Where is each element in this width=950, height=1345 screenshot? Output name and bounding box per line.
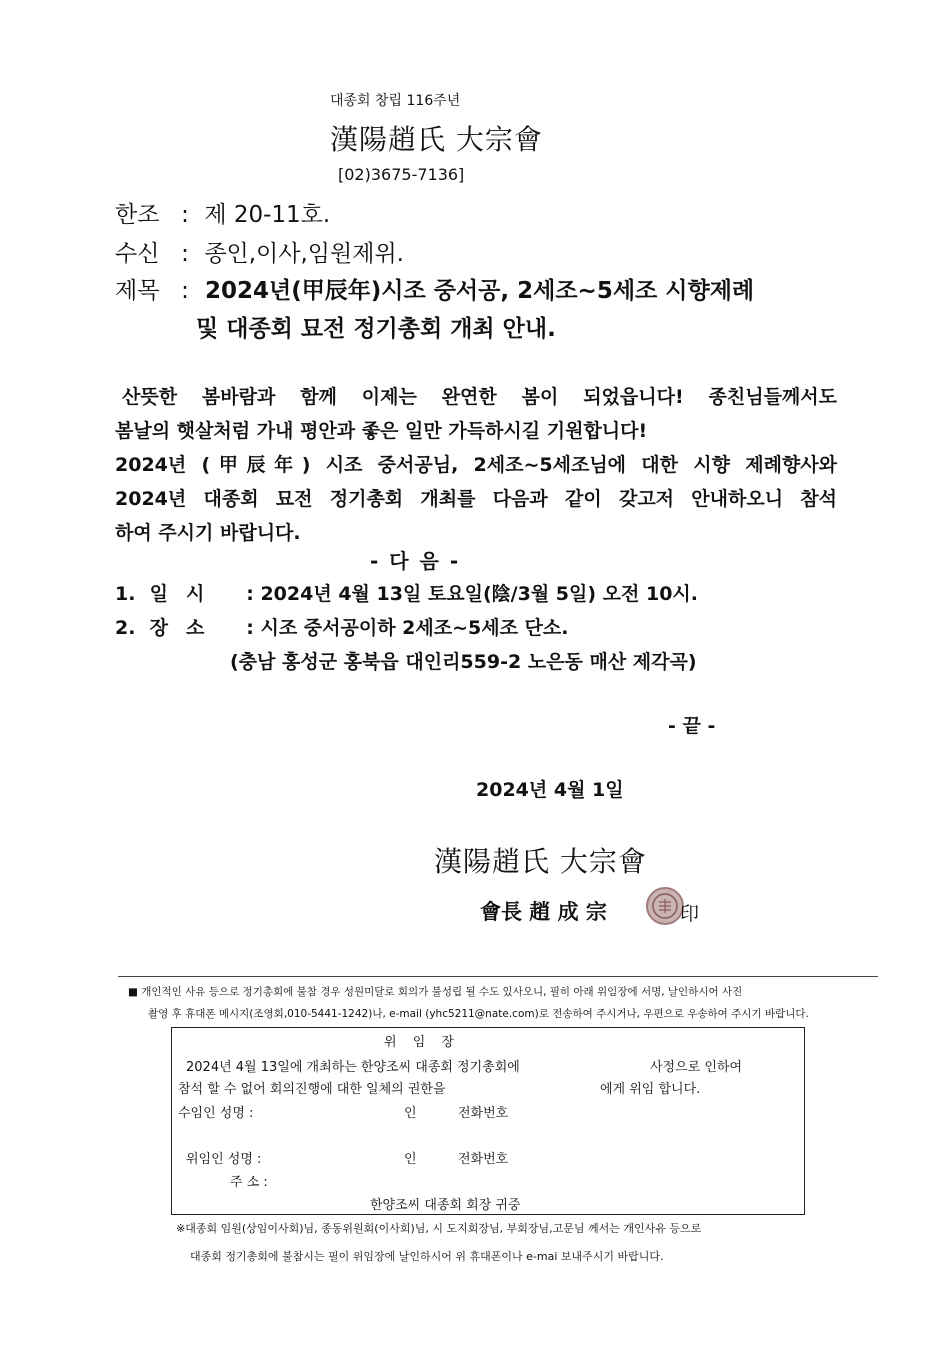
anniversary-text: 대종회 창립 116주년: [330, 93, 461, 109]
subject-row: 제목 : 2024년(甲辰年)시조 중서공, 2세조~5세조 시향제례: [115, 272, 754, 305]
proxy-line-2a: 참석 할 수 없어 회의진행에 대한 일체의 권한을: [178, 1082, 446, 1097]
proxy-line-1a: 2024년 4월 13일에 개최하는 한양조씨 대종회 정기총회에: [186, 1060, 520, 1075]
divider: [118, 976, 878, 977]
grantor-label: 위임인 성명 :: [186, 1152, 262, 1167]
notice-line-1: ■ 개인적인 사유 등으로 정기총회에 불참 경우 성원미달로 회의가 불성립 될 수도 있사오니, 필히 아래 위임장에 서명, 날인하시어 사진: [128, 986, 743, 998]
doc-number-value: 제 20-11호.: [204, 202, 331, 228]
grantee-label: 수임인 성명 :: [178, 1106, 254, 1121]
grantee-phone-label: 전화번호: [458, 1106, 509, 1121]
grantor-phone-label: 전화번호: [458, 1152, 509, 1167]
body-line-2: 봄날의 햇살처럼 가내 평안과 좋은 일만 가득하시길 기원합니다!: [115, 420, 648, 442]
body-line-4: 2024년 대종회 묘전 정기총회 개최를 다음과 같이 갖고저 안내하오니 참석: [115, 488, 837, 510]
grantor-seal-label: 인: [404, 1152, 417, 1167]
address-label: 주 소 :: [230, 1175, 268, 1190]
notice-line-2: 촬영 후 휴대폰 메시지(조영회,010-5441-1242)나, e-mail (yhc5211@nate.com)로 전송하여 주시거나, 우편으로 우송하여 주시기 바랍니다.: [148, 1008, 809, 1020]
proxy-line-1b: 사정으로 인하여: [650, 1060, 743, 1075]
subject-label: 제목: [115, 278, 160, 304]
body-line-5: 하여 주시기 바랍니다.: [115, 522, 301, 544]
item-datetime: 1. 일시 : 2024년 4월 13일 토요일(陰/3월 5일) 오전 10시.: [115, 583, 698, 605]
proxy-addressee: 한양조씨 대종회 회장 귀중: [370, 1198, 521, 1213]
grantee-seal-label: 인: [404, 1106, 417, 1121]
seal-stamp-icon: [646, 887, 684, 925]
recipient-value: 종인,이사,임원제위.: [204, 241, 404, 267]
body-line-3: 2024년 (甲辰年) 시조 중서공님, 2세조~5세조님에 대한 시향 제례향사와: [115, 454, 837, 476]
issue-date: 2024년 4월 1일: [476, 779, 624, 801]
recipient-row: 수신 : 종인,이사,임원제위.: [115, 235, 404, 268]
proxy-title: 위 임 장: [384, 1035, 460, 1050]
doc-number-row: 한조 : 제 20-11호.: [115, 196, 330, 229]
footnote-line-1: ※대종회 임원(상임이사회)님, 종동위원회(이사회)님, 시 도지회장님, 부회장님,고문님 께서는 개인사유 등으로: [176, 1222, 702, 1235]
footnote-line-2: 대종회 정기총회에 불참시는 필이 위임장에 날인하시어 위 휴대폰이나 e-mai 보내주시기 바랍니다.: [190, 1250, 664, 1263]
seal-char: 印: [680, 903, 700, 925]
phone-number: [02)3675-7136]: [338, 165, 465, 184]
next-heading: - 다 음 -: [370, 549, 461, 573]
proxy-form: [171, 1027, 805, 1215]
end-mark: - 끝 -: [668, 715, 716, 737]
recipient-label: 수신: [115, 241, 160, 267]
location-detail: (충남 홍성군 홍북읍 대인리559-2 노은동 매산 제각곡): [230, 651, 697, 673]
org-title: 漢陽趙氏 大宗會: [330, 123, 543, 156]
president-name: 會長 趙 成 宗: [480, 899, 607, 924]
proxy-line-2b: 에게 위임 합니다.: [600, 1082, 701, 1097]
subject-line-1: 2024년(甲辰年)시조 중서공, 2세조~5세조 시향제례: [205, 278, 755, 304]
item-place: 2. 장소 : 시조 중서공이하 2세조~5세조 단소.: [115, 617, 569, 639]
signature-org: 漢陽趙氏 大宗會: [434, 845, 647, 878]
doc-number-label: 한조: [115, 202, 160, 228]
subject-line-2: 및 대종회 묘전 정기총회 개최 안내.: [196, 316, 556, 342]
body-line-1: 산뜻한 봄바람과 함께 이제는 완연한 봄이 되었읍니다! 종친님들께서도: [122, 386, 837, 408]
